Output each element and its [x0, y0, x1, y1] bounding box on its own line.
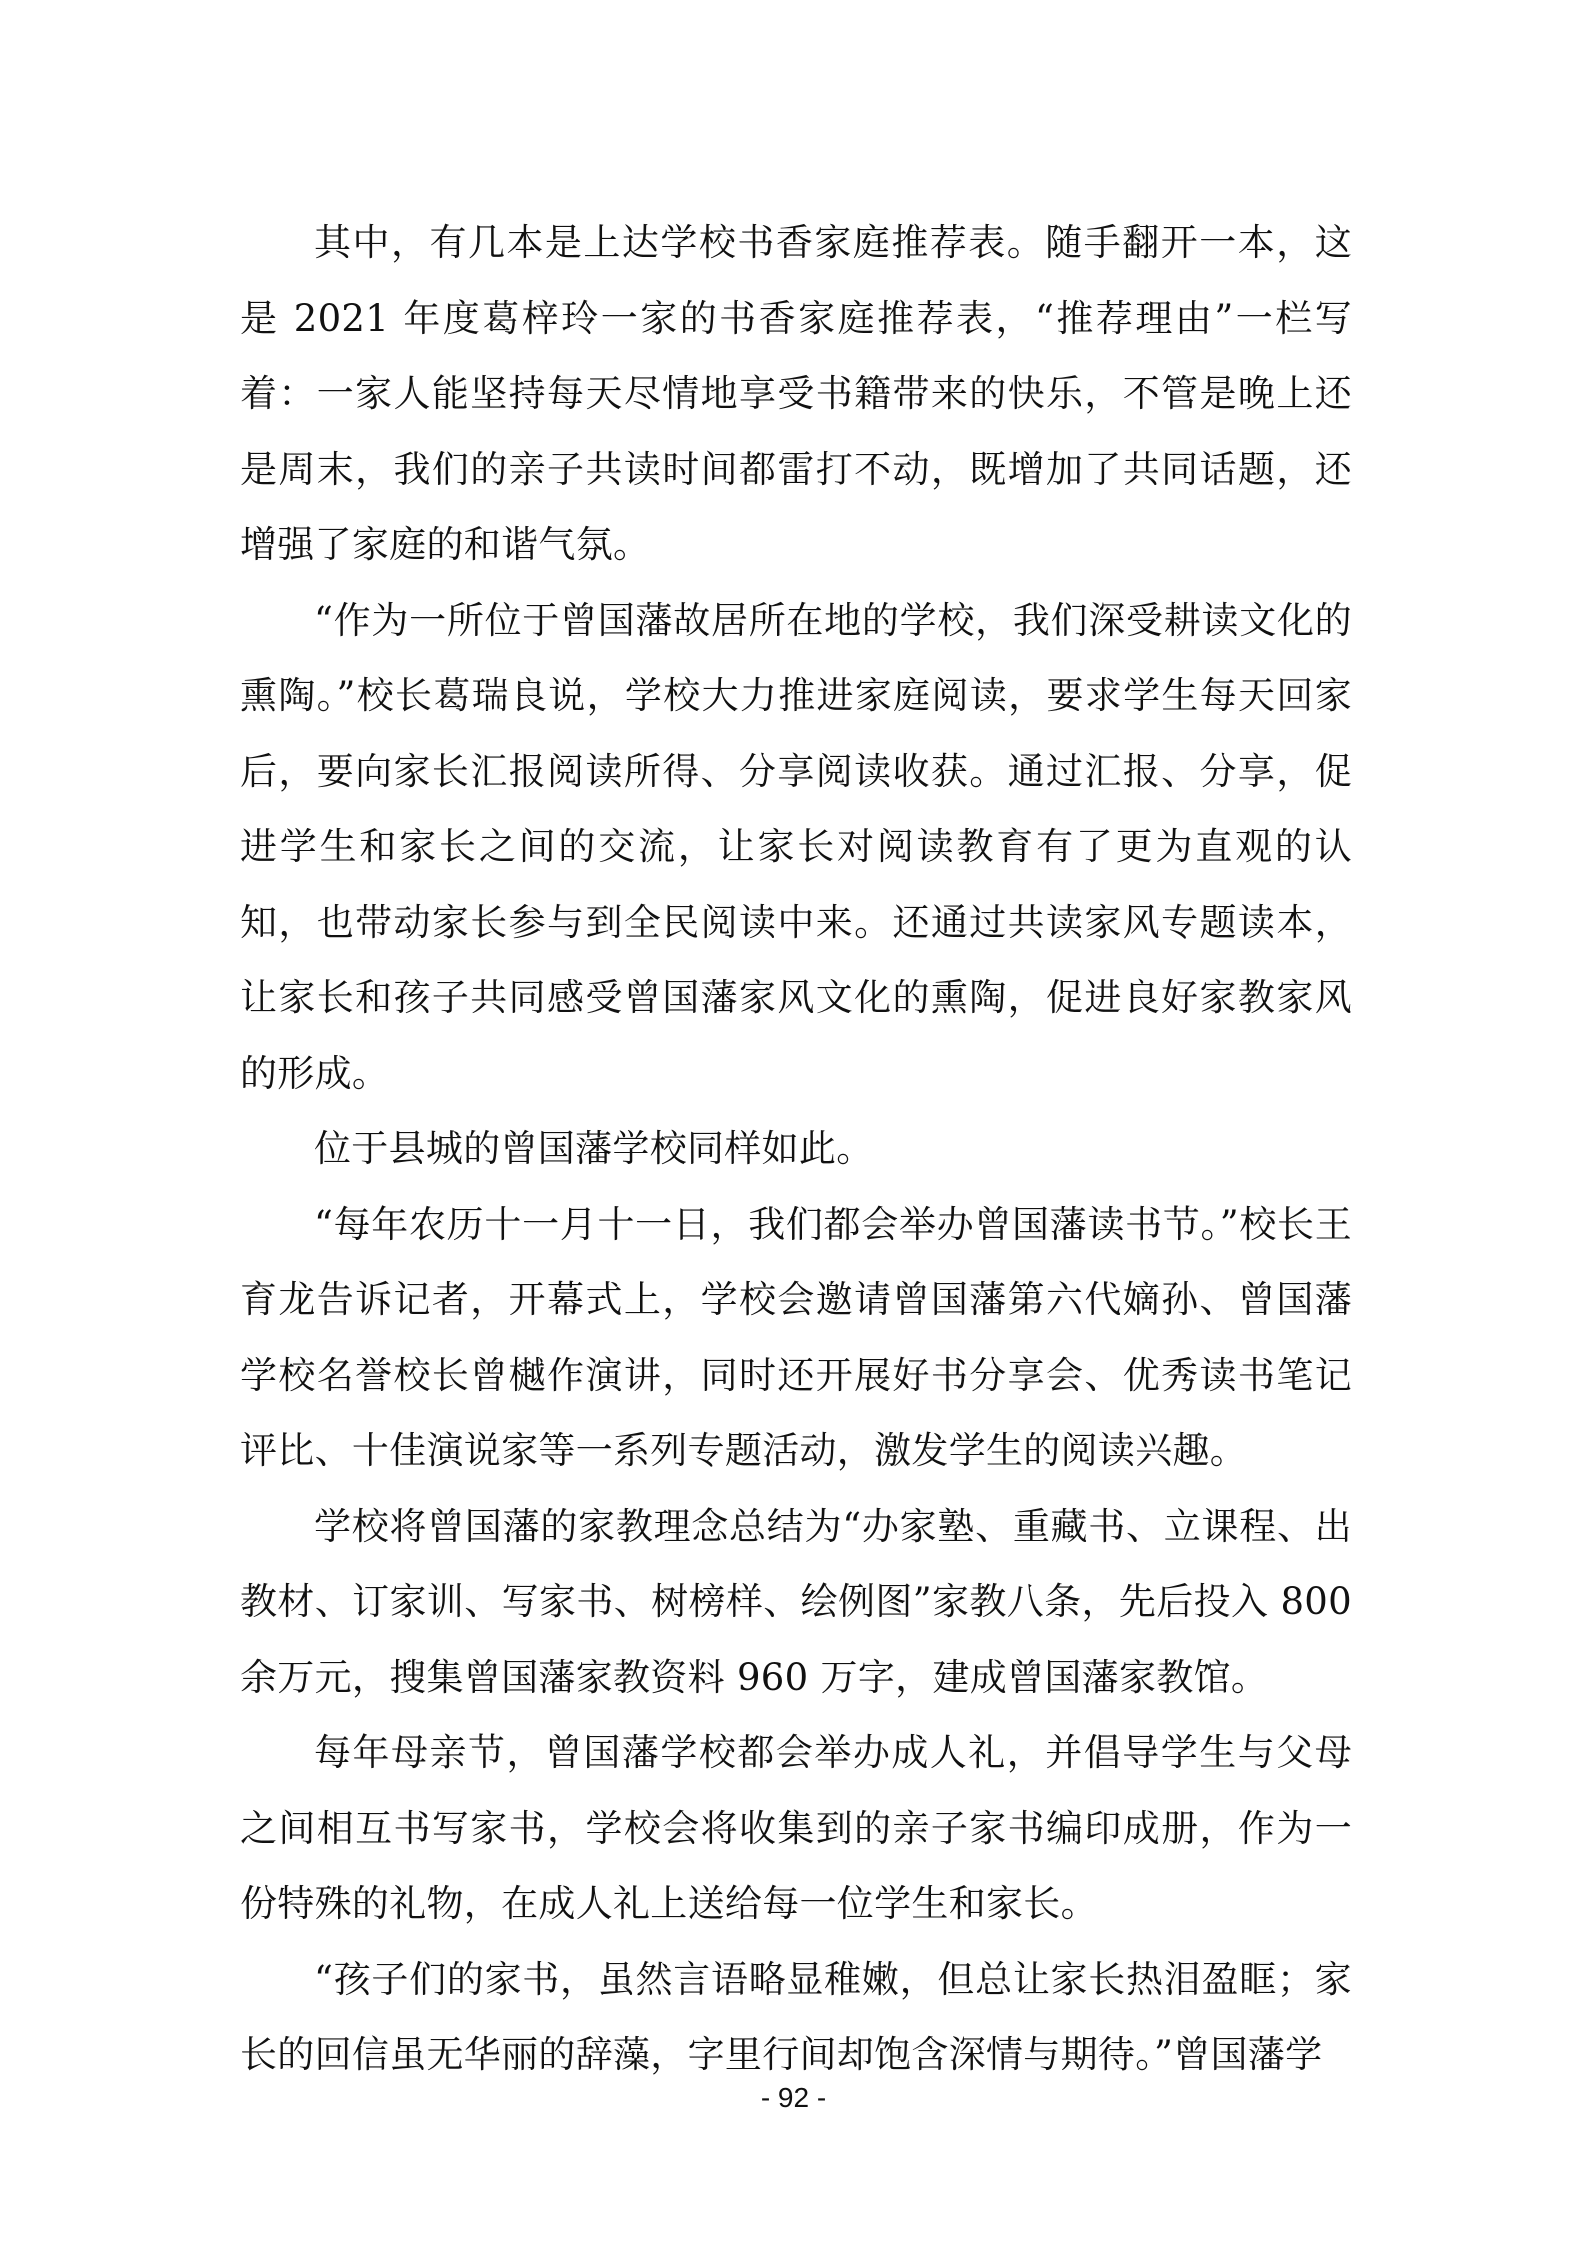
paragraph: 其中，有几本是上达学校书香家庭推荐表。随手翻开一本，这是 2021 年度葛梓玲一家的书香家庭推荐表，“推荐理由”一栏写着：一家人能坚持每天尽情地享受书籍带来的快乐，不管是晚上还是周末，我们的亲子共读时间都雷打不动，既增加了共同话题，还增强了家庭的和谐气氛。 — [240, 221, 1352, 566]
page-body — [240, 205, 1352, 2093]
paragraph: “作为一所位于曾国藩故居所在地的学校，我们深受耕读文化的熏陶。”校长葛瑞良说，学校大力推进家庭阅读，要求学生每天回家后，要向家长汇报阅读所得、分享阅读收获。通过汇报、分享，促进学生和家长之间的交流，让家长对阅读教育有了更为直观的认知，也带动家长参与到全民阅读中来。还通过共读家风专题读本，让家长和孩子共同感受曾国藩家风文化的熏陶，促进良好家教家风的形成。 — [240, 598, 1352, 1095]
paragraph: 每年母亲节，曾国藩学校都会举办成人礼，并倡导学生与父母之间相互书写家书，学校会将收集到的亲子家书编印成册，作为一份特殊的礼物，在成人礼上送给每一位学生和家长。 — [240, 1731, 1352, 1925]
paragraph: 位于县城的曾国藩学校同样如此。 — [314, 1127, 874, 1170]
paragraph: 学校将曾国藩的家教理念总结为“办家塾、重藏书、立课程、出教材、订家训、写家书、树榜样、绘例图”家教八条，先后投入 800 余万元，搜集曾国藩家教资料 960 万字，建成曾国藩家教馆。 — [240, 1504, 1352, 1699]
paragraph: “每年农历十一月十一日，我们都会举办曾国藩读书节。”校长王育龙告诉记者，开幕式上，学校会邀请曾国藩第六代嫡孙、曾国藩学校名誉校长曾樾作演讲，同时还开展好书分享会、优秀读书笔记评比、十佳演说家等一系列专题活动，激发学生的阅读兴趣。 — [240, 1202, 1352, 1472]
paragraph: “孩子们的家书，虽然言语略显稚嫩，但总让家长热泪盈眶；家长的回信虽无华丽的辞藻，字里行间却饱含深情与期待。”曾国藩学 — [240, 1957, 1352, 2076]
page-number: - 92 - — [760, 2082, 827, 2113]
